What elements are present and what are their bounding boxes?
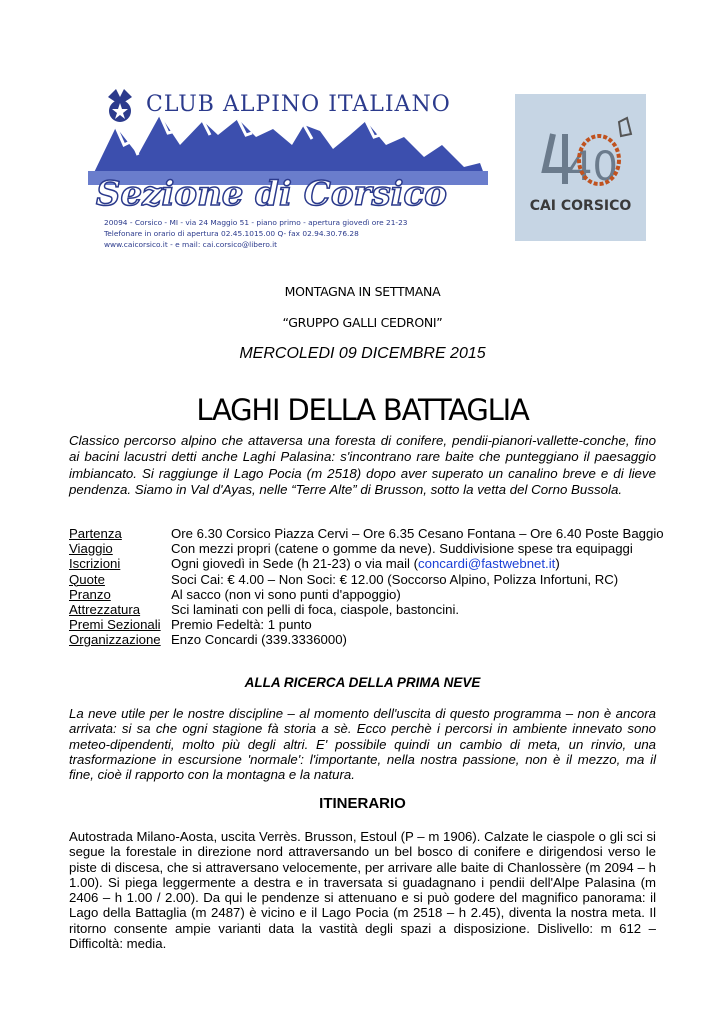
itinerario-heading: ITINERARIO (319, 795, 406, 812)
detail-value: Ore 6.30 Corsico Piazza Cervi – Ore 6.35 Cesano Fontana – Ore 6.40 Poste Baggio (171, 526, 664, 541)
detail-key: Premi Sezionali (69, 617, 161, 633)
page-title: LAGHI DELLA BATTAGLIA (196, 393, 529, 427)
detail-key: Iscrizioni (69, 556, 121, 572)
event-date: MERCOLEDI 09 DICEMBRE 2015 (239, 345, 486, 362)
details-table (69, 526, 669, 648)
header-web: www.caicorsico.it - e mail: cai.corsico@libero.it (104, 240, 278, 249)
badge-text: CAI CORSICO (529, 198, 632, 214)
detail-value: Enzo Concardi (339.3336000) (171, 632, 347, 648)
section-name: Sezione di Corsico (96, 174, 447, 214)
detail-value-after: ) (555, 556, 560, 572)
detail-row (69, 617, 669, 632)
detail-key: Viaggio (69, 541, 113, 557)
badge-number: 40 (567, 144, 618, 190)
email-link[interactable]: concardi@fastwebnet.it (418, 556, 556, 572)
itinerario-paragraph: Autostrada Milano-Aosta, uscita Verrès. Brusson, Estoul (P – m 1906). Calzate le ciaspole o gli sci si segue la forestale in direzione nord attraversando un bel bosco di conifere e dirigendosi verso le piste di discesa, che si attraversano velocemente, per arrivare alle baite di Chanlossère (m 2094 – h 1.00). Si piega leggermente a destra e in traversata si guadagnano i pendii dell'Alpe Palasina (m 2406 – h 1.00 / 2.00). Da qui le pendenze si attenuano e si può godere del magnifico panorama: il Lago della Battaglia (m 2487) è vicino e il Lago Pocia (m 2518 – h 2.45), diventa la nostra meta. Il ritorno consente ampie varianti data la vastità degli spazi a disposizione. Dislivello: m 612 – Difficoltà: media. (69, 829, 656, 952)
header-phone: Telefonare in orario di apertura 02.45.1015.00 Q- fax 02.94.30.76.28 (104, 229, 359, 238)
detail-row (69, 587, 669, 602)
detail-value: Ogni giovedì in Sede (h 21-23) o via mail ( (171, 556, 419, 572)
detail-value: Premio Fedeltà: 1 punto (171, 617, 312, 633)
detail-row (69, 556, 669, 571)
detail-key: Organizzazione (69, 632, 161, 648)
detail-key: Partenza (69, 526, 122, 541)
club-name: CLUB ALPINO ITALIANO (146, 92, 451, 117)
cai-corsico-logo (68, 75, 504, 261)
ricerca-paragraph: La neve utile per le nostre discipline – al momento dell'uscita di questo programma – non è ancora arrivata: si sa che ogni stagione fà storia a sè. Ecco perchè i percorsi in ambiente innevato sono meteo-dipendenti, molto più degli altri. E' possibile quindi un cambio di meta, un rinvio, una trasformazione in escursione 'normale': l'importante, nella nostra passione, non è il mezzo, ma il fine, cioè il rapporto con la montagna e la natura. (69, 706, 656, 783)
subtitle-program: MONTAGNA IN SETTMANA (284, 284, 441, 299)
cai-40-badge (515, 94, 646, 241)
detail-row (69, 602, 669, 617)
header-address: 20094 - Corsico - MI - via 24 Maggio 51 - piano primo - apertura giovedì ore 21-23 (104, 218, 408, 227)
detail-key: Quote (69, 571, 105, 587)
subtitle-group: “GRUPPO GALLI CEDRONI” (282, 315, 443, 330)
detail-value: Con mezzi propri (catene o gomme da neve). Suddivisione spese tra equipaggi (171, 541, 633, 557)
detail-value: Sci laminati con pelli di foca, ciaspole, bastoncini. (171, 601, 460, 617)
detail-key: Attrezzatura (69, 601, 141, 617)
detail-row (69, 572, 669, 587)
detail-value: Soci Cai: € 4.00 – Non Soci: € 12.00 (Soccorso Alpino, Polizza Infortuni, RC) (171, 571, 619, 587)
detail-key: Pranzo (69, 586, 111, 602)
intro-paragraph: Classico percorso alpino che attaversa una foresta di conifere, pendii-pianori-vallette-conche, fino ai bacini lacustri detti anche Laghi Palasina: s'incontrano rare baite che punteggiano il paesaggio imbiancato. Si raggiunge il Lago Pocia (m 2518) dopo aver superato un canalino breve e di lieve pendenza. Siamo in Val d'Ayas, nelle “Terre Alte” di Brusson, sotto la vetta del Corno Bussola. (69, 433, 656, 497)
ricerca-heading: ALLA RICERCA DELLA PRIMA NEVE (244, 675, 481, 690)
detail-row (69, 541, 669, 556)
detail-row (69, 632, 669, 647)
detail-value: Al sacco (non vi sono punti d'appoggio) (171, 586, 401, 602)
detail-row (69, 526, 669, 541)
